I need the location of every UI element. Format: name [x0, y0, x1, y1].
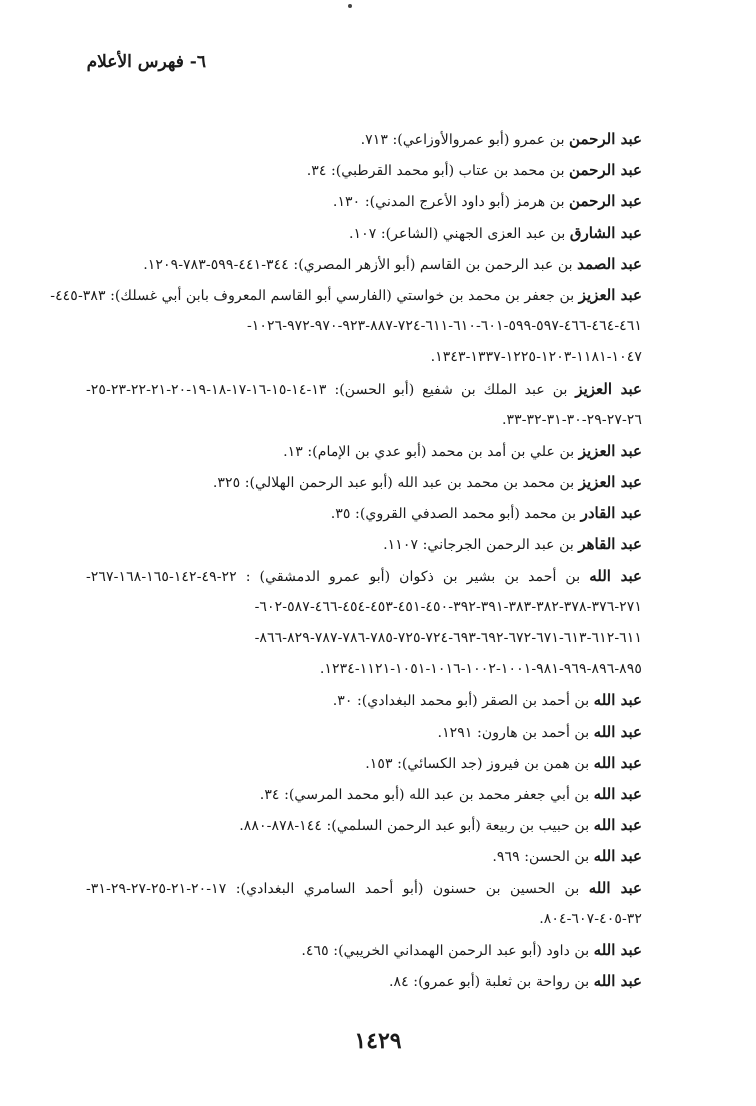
- entry-text: بن محمد بن محمد بن عبد الله (أبو عبد الرحمن الهلالي): ٣٢٥.: [212, 475, 575, 492]
- entry-name: عبد العزيز: [578, 473, 642, 492]
- entry-name: عبد الله: [593, 722, 642, 741]
- entry-name: عبد الصمد: [577, 254, 642, 273]
- index-entry: [86, 810, 642, 841]
- entry-text: بن عمرو (أبو عمروالأوزاعي): ٧١٣.: [360, 132, 565, 148]
- entry-text: بن همن بن فيروز (جد الكسائي): ١٥٣.: [365, 755, 590, 772]
- entry-text: بن داود (أبو عبد الرحمن الهمداني الخريبي): ٤٦٥.: [301, 942, 590, 959]
- index-entry-continuation: [86, 592, 642, 623]
- entry-text: بن أحمد بن بشير بن ذكوان (أبو عمرو الدمشقي) : ٢٢-٤٩-١٤٢-١٦٥-١٦٨-٢٦٧-: [86, 568, 581, 585]
- entry-name: عبد الله: [593, 940, 642, 959]
- index-entry: [86, 155, 642, 186]
- entry-text: بن عبد الرحمن بن القاسم (أبو الأزهر المصري): ٣٤٤-٤٤١-٥٩٩-٧٨٣-١٢٠٩.: [143, 256, 573, 273]
- index-entry: [86, 124, 642, 155]
- index-entry: [50, 280, 642, 311]
- entry-text: بن الحسين بن حسنون (أبو أحمد السامري البغدادي): ١٧-٢٠-٢١-٢٥-٢٧-٢٩-٣١-: [86, 880, 580, 897]
- entry-name: عبد الله: [593, 784, 642, 803]
- index-entry: [86, 498, 642, 529]
- entry-text: ٣٢-٤٠٥-٦٠٧-٨٠٤.: [539, 910, 642, 927]
- index-entry-continuation: [86, 311, 642, 342]
- entry-text: بن أحمد بن الصقر (أبو محمد البغدادي): ٣٠.: [332, 693, 590, 710]
- entry-text: بن أحمد بن هارون: ١٢٩١.: [437, 724, 590, 741]
- entry-text: بن محمد بن عتاب (أبو محمد القرطبي): ٣٤.: [306, 163, 565, 180]
- entry-name: عبد الله: [593, 972, 642, 991]
- entry-text: بن علي بن أمد بن محمد (أبو عدي بن الإمام): ١٣.: [283, 443, 575, 460]
- index-entry: [86, 561, 642, 592]
- index-entry: [86, 685, 642, 716]
- index-entry-continuation: [86, 342, 642, 373]
- entry-name: عبد الله: [588, 878, 642, 897]
- entry-name: عبد الرحمن: [569, 130, 642, 148]
- entry-text: ١٠٤٧-١١٨١-١٢٠٣-١٢٢٥-١٣٣٧-١٣٤٣.: [430, 349, 642, 366]
- entry-name: عبد العزيز: [575, 379, 642, 398]
- entry-name: عبد الرحمن: [569, 192, 642, 211]
- index-entry: [86, 436, 642, 467]
- entry-text: بن هرمز (أبو داود الأعرج المدني): ١٣٠.: [332, 194, 565, 211]
- entry-text: بن جعفر بن محمد بن خواستي (الفارسي أبو القاسم المعروف بابن أبي غسلك): ٣٨٣-٤٤٥-: [50, 287, 575, 304]
- entry-text: بن عبد الملك بن شفيع (أبو الحسن): ١٣-١٤-١٥-١٦-١٧-١٨-١٩-٢٠-٢١-٢٢-٢٣-٢٥-: [86, 381, 568, 398]
- entry-text: بن عبد العزى الجهني (الشاعر): ١٠٧.: [348, 225, 566, 242]
- index-entry: [86, 935, 642, 966]
- index-entry: [86, 717, 642, 748]
- page-number: ١٤٢٩: [354, 1028, 402, 1054]
- index-entry-continuation: [86, 405, 642, 436]
- index-entry: [86, 186, 642, 217]
- index-entry-continuation: [86, 904, 642, 935]
- entry-name: عبد الشارق: [569, 223, 642, 242]
- index-entry: [86, 467, 642, 498]
- entry-name: عبد الله: [593, 753, 642, 772]
- entry-name: عبد القاهر: [578, 535, 642, 554]
- entry-text: ٦١١-٦١٢-٦١٣-٦٧١-٦٧٢-٦٩٢-٦٩٣-٧٢٤-٧٢٥-٧٨٥-٧٨٦-٧٨٧-٨٢٩-٨٦٦-: [254, 630, 642, 646]
- index-entry: [86, 249, 642, 280]
- index-entry: [86, 374, 642, 405]
- index-entry-continuation: [86, 654, 642, 685]
- entry-name: عبد العزيز: [578, 285, 642, 304]
- index-entry-continuation: [86, 623, 642, 654]
- entry-name: عبد الله: [593, 847, 642, 866]
- index-entry: [86, 841, 642, 872]
- entry-name: عبد الرحمن: [569, 161, 642, 180]
- index-entry: [86, 748, 642, 779]
- entry-name: عبد الله: [593, 691, 642, 710]
- entry-text: بن الحسن: ٩٦٩.: [492, 849, 590, 866]
- index-entries-list: [50, 124, 642, 997]
- entry-name: عبد العزيز: [578, 441, 642, 460]
- entry-text: بن رواحة بن ثعلبة (أبو عمرو): ٨٤.: [389, 974, 590, 991]
- index-entry: [86, 966, 642, 997]
- entry-text: بن أبي جعفر محمد بن عبد الله (أبو محمد المرسي): ٣٤.: [259, 786, 590, 803]
- entry-name: عبد الله: [589, 566, 642, 585]
- entry-text: ٢٧١-٣٧٦-٣٧٨-٣٨٢-٣٨٣-٣٩١-٣٩٢-٤٥٠-٤٥١-٤٥٣-٤٥٤-٤٦٦-٥٨٧-٦٠٢-: [254, 598, 642, 615]
- entry-text: ٤٦١-٤٦٤-٤٦٦-٥٩٧-٥٩٩-٦٠١-٦١٠-٦١١-٧٢٤-٨٨٧-٩٢٣-٩٧٠-٩٧٢-١٠٢٦-: [246, 318, 642, 335]
- top-dot: [348, 4, 352, 8]
- index-entry: [86, 529, 642, 560]
- entry-text: بن حبيب بن ربيعة (أبو عبد الرحمن السلمي): ١٤٤-٨٧٨-٨٨٠.: [239, 818, 590, 835]
- index-entry: [86, 779, 642, 810]
- entry-text: بن عبد الرحمن الجرجاني: ١١٠٧.: [383, 537, 574, 554]
- entry-text: بن محمد (أبو محمد الصدفي القروي): ٣٥.: [330, 506, 577, 523]
- index-entry: [86, 218, 642, 249]
- entry-text: ٨٩٥-٨٩٦-٩٦٩-٩٨١-١٠٠١-١٠٠٢-١٠١٦-١٠٥١-١١٢١-١٢٣٤.: [319, 661, 642, 678]
- index-entry: [86, 873, 642, 904]
- entry-name: عبد القادر: [580, 504, 642, 523]
- entry-name: عبد الله: [593, 816, 642, 835]
- entry-text: ٢٦-٢٧-٢٩-٣٠-٣١-٣٢-٣٣.: [501, 411, 642, 428]
- section-title: ٦- فهرس الأعلام: [86, 52, 206, 72]
